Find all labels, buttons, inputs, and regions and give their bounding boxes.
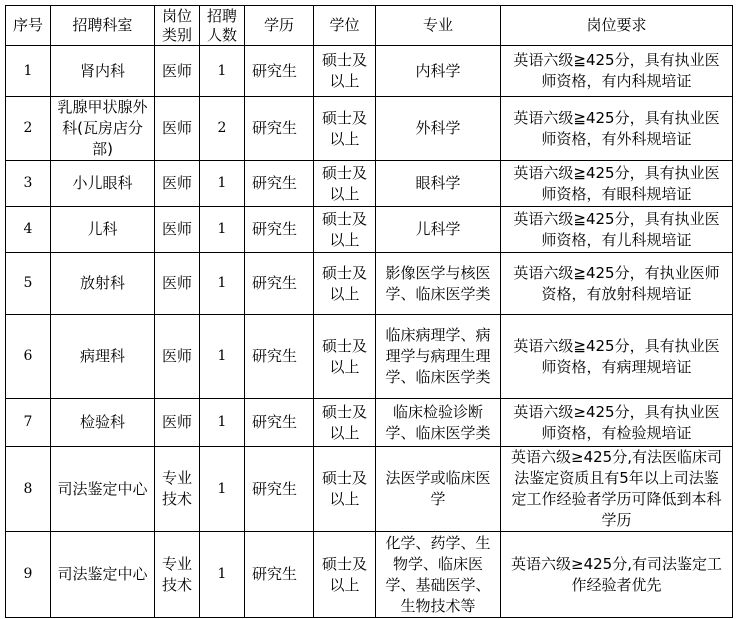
cell-no: 7 <box>6 399 51 447</box>
cell-category: 医师 <box>155 97 200 161</box>
table-row <box>6 447 733 532</box>
table-row <box>6 97 733 161</box>
header-dept: 招聘科室 <box>51 6 155 46</box>
cell-count: 1 <box>200 161 245 207</box>
table-row <box>6 207 733 253</box>
header-category: 岗位类别 <box>155 6 200 46</box>
cell-requirement: 英语六级≧425分，具有执业医师资格，有内科规培证 <box>501 46 733 97</box>
cell-no: 6 <box>6 315 51 399</box>
cell-category: 医师 <box>155 399 200 447</box>
cell-education: 研究生 <box>245 97 314 161</box>
cell-major: 化学、药学、生物学、临床医学、基础医学、生物技术等 <box>376 532 501 618</box>
cell-count: 1 <box>200 399 245 447</box>
recruitment-table <box>5 5 733 618</box>
cell-count: 1 <box>200 447 245 532</box>
cell-category: 医师 <box>155 161 200 207</box>
cell-no: 4 <box>6 207 51 253</box>
cell-category: 专业技术 <box>155 532 200 618</box>
cell-degree: 硕士及以上 <box>314 399 376 447</box>
cell-count: 1 <box>200 253 245 315</box>
cell-dept: 乳腺甲状腺外科(瓦房店分部) <box>51 97 155 161</box>
cell-category: 医师 <box>155 253 200 315</box>
cell-education: 研究生 <box>245 315 314 399</box>
cell-dept: 小儿眼科 <box>51 161 155 207</box>
cell-major: 临床检验诊断学、临床医学类 <box>376 399 501 447</box>
cell-no: 1 <box>6 46 51 97</box>
table-row <box>6 532 733 618</box>
cell-major: 影像医学与核医学、临床医学类 <box>376 253 501 315</box>
cell-requirement: 英语六级≧425分，具有执业医师资格，有病理规培证 <box>501 315 733 399</box>
cell-count: 1 <box>200 207 245 253</box>
cell-dept: 司法鉴定中心 <box>51 532 155 618</box>
cell-major: 外科学 <box>376 97 501 161</box>
cell-count: 2 <box>200 97 245 161</box>
cell-category: 医师 <box>155 315 200 399</box>
cell-degree: 硕士及以上 <box>314 253 376 315</box>
header-requirement: 岗位要求 <box>501 6 733 46</box>
cell-degree: 硕士及以上 <box>314 207 376 253</box>
cell-degree: 硕士及以上 <box>314 315 376 399</box>
cell-education: 研究生 <box>245 46 314 97</box>
table-row <box>6 399 733 447</box>
cell-education: 研究生 <box>245 253 314 315</box>
cell-degree: 硕士及以上 <box>314 532 376 618</box>
cell-education: 研究生 <box>245 447 314 532</box>
cell-education: 研究生 <box>245 532 314 618</box>
header-major: 专业 <box>376 6 501 46</box>
cell-count: 1 <box>200 46 245 97</box>
cell-category: 专业技术 <box>155 447 200 532</box>
cell-degree: 硕士及以上 <box>314 161 376 207</box>
header-count: 招聘人数 <box>200 6 245 46</box>
header-row <box>6 6 733 46</box>
cell-degree: 硕士及以上 <box>314 97 376 161</box>
cell-major: 法医学或临床医学 <box>376 447 501 532</box>
header-degree: 学位 <box>314 6 376 46</box>
cell-degree: 硕士及以上 <box>314 46 376 97</box>
cell-major: 儿科学 <box>376 207 501 253</box>
cell-major: 眼科学 <box>376 161 501 207</box>
cell-degree: 硕士及以上 <box>314 447 376 532</box>
cell-requirement: 英语六级≧425分，具有执业医师资格，有外科规培证 <box>501 97 733 161</box>
cell-count: 1 <box>200 532 245 618</box>
cell-category: 医师 <box>155 207 200 253</box>
table-row <box>6 253 733 315</box>
cell-no: 8 <box>6 447 51 532</box>
cell-dept: 儿科 <box>51 207 155 253</box>
cell-no: 2 <box>6 97 51 161</box>
cell-dept: 病理科 <box>51 315 155 399</box>
cell-dept: 肾内科 <box>51 46 155 97</box>
cell-no: 3 <box>6 161 51 207</box>
cell-dept: 司法鉴定中心 <box>51 447 155 532</box>
recruitment-table-container <box>5 5 733 618</box>
table-row <box>6 161 733 207</box>
cell-count: 1 <box>200 315 245 399</box>
cell-education: 研究生 <box>245 161 314 207</box>
table-row <box>6 315 733 399</box>
cell-requirement: 英语六级≧425分，具有执业医师资格，有眼科规培证 <box>501 161 733 207</box>
cell-category: 医师 <box>155 46 200 97</box>
cell-requirement: 英语六级≥425分，具有执业医师资格，有检验规培证 <box>501 399 733 447</box>
cell-requirement: 英语六级≥425分,有法医临床司法鉴定资质且有5年以上司法鉴定工作经验者学历可降低到本科学历 <box>501 447 733 532</box>
cell-education: 研究生 <box>245 207 314 253</box>
cell-dept: 放射科 <box>51 253 155 315</box>
cell-education: 研究生 <box>245 399 314 447</box>
cell-requirement: 英语六级≥425分,有司法鉴定工作经验者优先 <box>501 532 733 618</box>
cell-requirement: 英语六级≧425分，有执业医师资格，有放射科规培证 <box>501 253 733 315</box>
cell-no: 5 <box>6 253 51 315</box>
cell-major: 内科学 <box>376 46 501 97</box>
cell-no: 9 <box>6 532 51 618</box>
header-education: 学历 <box>245 6 314 46</box>
table-row <box>6 46 733 97</box>
cell-requirement: 英语六级≧425分，具有执业医师资格，有儿科规培证 <box>501 207 733 253</box>
cell-dept: 检验科 <box>51 399 155 447</box>
cell-major: 临床病理学、病理学与病理生理学、临床医学类 <box>376 315 501 399</box>
header-no: 序号 <box>6 6 51 46</box>
